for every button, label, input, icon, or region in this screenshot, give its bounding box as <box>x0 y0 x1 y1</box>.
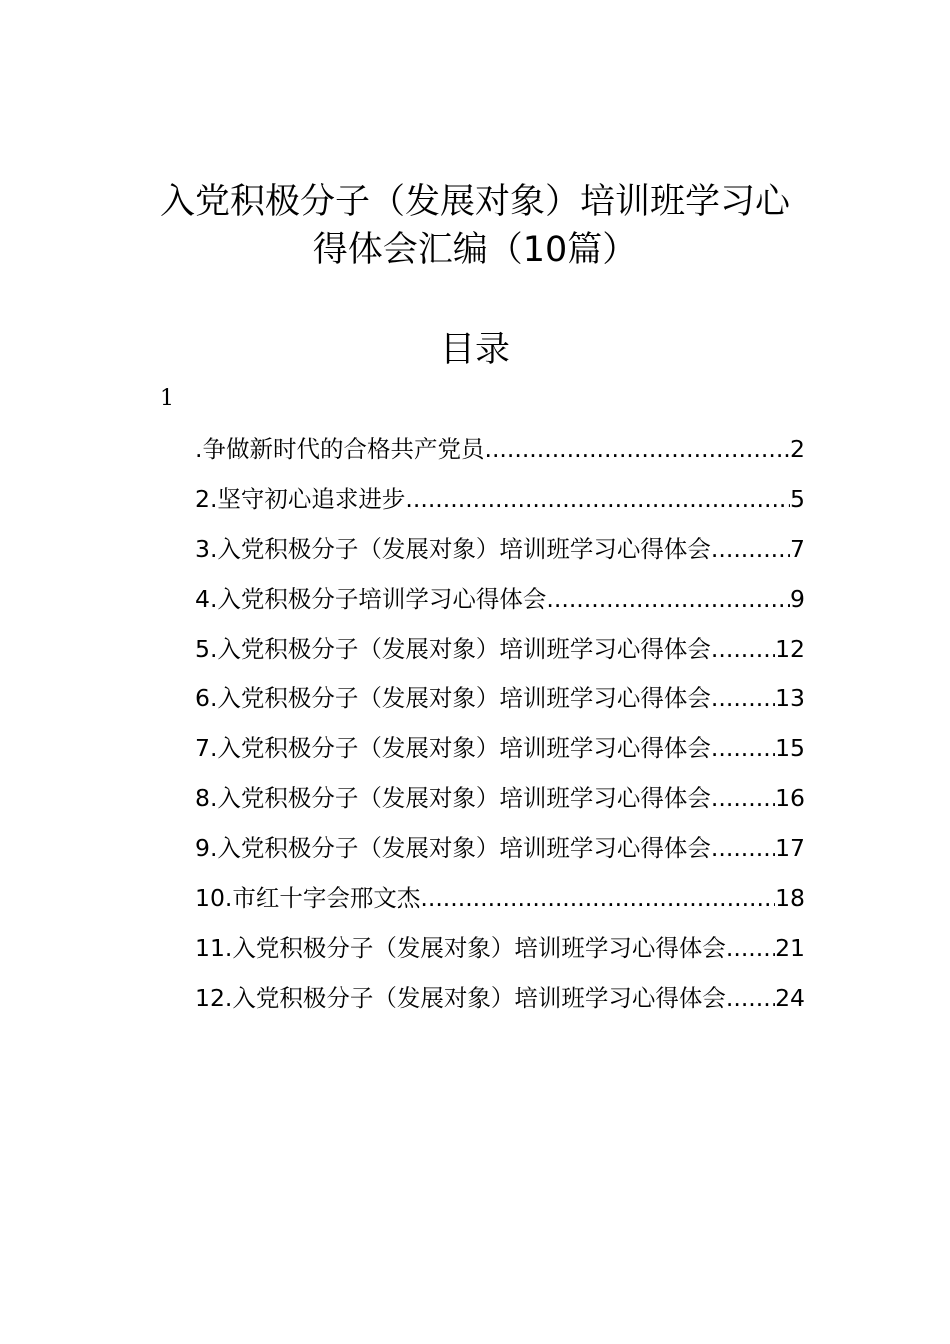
toc-entry-title: 3.入党积极分子（发展对象）培训班学习心得体会 <box>195 534 711 563</box>
toc-entry[interactable] <box>195 630 805 680</box>
toc-dot-leader <box>405 480 790 518</box>
toc-entry[interactable] <box>195 729 805 779</box>
toc-entry-page: 5 <box>790 484 805 513</box>
toc-entry-title: 12.入党积极分子（发展对象）培训班学习心得体会 <box>195 983 726 1012</box>
toc-dot-leader <box>726 979 775 1017</box>
toc-dot-leader <box>711 679 775 717</box>
toc-dot-leader <box>484 430 790 468</box>
toc-dot-leader <box>420 879 775 917</box>
toc-entry-page: 21 <box>775 933 805 962</box>
toc-entry-page: 15 <box>775 734 805 763</box>
toc-entry-page: 2 <box>790 435 805 463</box>
toc-entry-page: 12 <box>775 634 805 663</box>
toc-dot-leader <box>546 580 790 618</box>
toc-heading: 目录 <box>439 330 510 370</box>
toc-entry[interactable] <box>195 879 805 929</box>
toc-entry-page: 17 <box>775 834 805 863</box>
toc-dot-leader <box>711 630 775 668</box>
toc-entry[interactable] <box>195 580 805 630</box>
toc-entry[interactable] <box>195 480 805 530</box>
toc-entry-page: 16 <box>775 784 805 813</box>
document-title-line-2: 得体会汇编（10篇） <box>312 230 638 270</box>
toc-entry-page: 24 <box>775 983 805 1012</box>
toc-entry[interactable] <box>195 829 805 879</box>
stray-page-number: 1 <box>160 386 174 411</box>
toc-dot-leader <box>711 530 790 568</box>
toc-entry-title: 5.入党积极分子（发展对象）培训班学习心得体会 <box>195 634 711 663</box>
toc-entry[interactable] <box>195 430 805 480</box>
toc-entry[interactable] <box>195 530 805 580</box>
toc-dot-leader <box>726 929 775 967</box>
toc-entry-title: .争做新时代的合格共产党员 <box>195 435 485 463</box>
toc-entry-page: 7 <box>790 534 805 563</box>
toc-dot-leader <box>711 779 775 817</box>
toc-entry-title: 6.入党积极分子（发展对象）培训班学习心得体会 <box>195 684 711 713</box>
toc-entry-title: 7.入党积极分子（发展对象）培训班学习心得体会 <box>195 734 711 763</box>
toc-entry-page: 13 <box>775 684 805 713</box>
toc-entry-title: 10.市红十字会邢文杰 <box>195 884 421 913</box>
toc-entry[interactable] <box>195 679 805 729</box>
toc-dot-leader <box>711 729 775 767</box>
toc-entry-title: 8.入党积极分子（发展对象）培训班学习心得体会 <box>195 784 711 813</box>
document-title-line-1: 入党积极分子（发展对象）培训班学习心 <box>159 182 790 222</box>
toc-entry[interactable] <box>195 779 805 829</box>
toc-entry-title: 4.入党积极分子培训学习心得体会 <box>195 584 547 613</box>
toc-entry-page: 9 <box>790 584 805 613</box>
toc-entry-page: 18 <box>775 884 805 913</box>
toc-dot-leader <box>711 829 775 867</box>
toc-entry-title: 9.入党积极分子（发展对象）培训班学习心得体会 <box>195 834 711 863</box>
toc-entry-title: 2.坚守初心追求进步 <box>195 484 406 513</box>
table-of-contents <box>195 430 805 1029</box>
toc-entry[interactable] <box>195 979 805 1029</box>
toc-entry[interactable] <box>195 929 805 979</box>
toc-entry-title: 11.入党积极分子（发展对象）培训班学习心得体会 <box>195 933 726 962</box>
